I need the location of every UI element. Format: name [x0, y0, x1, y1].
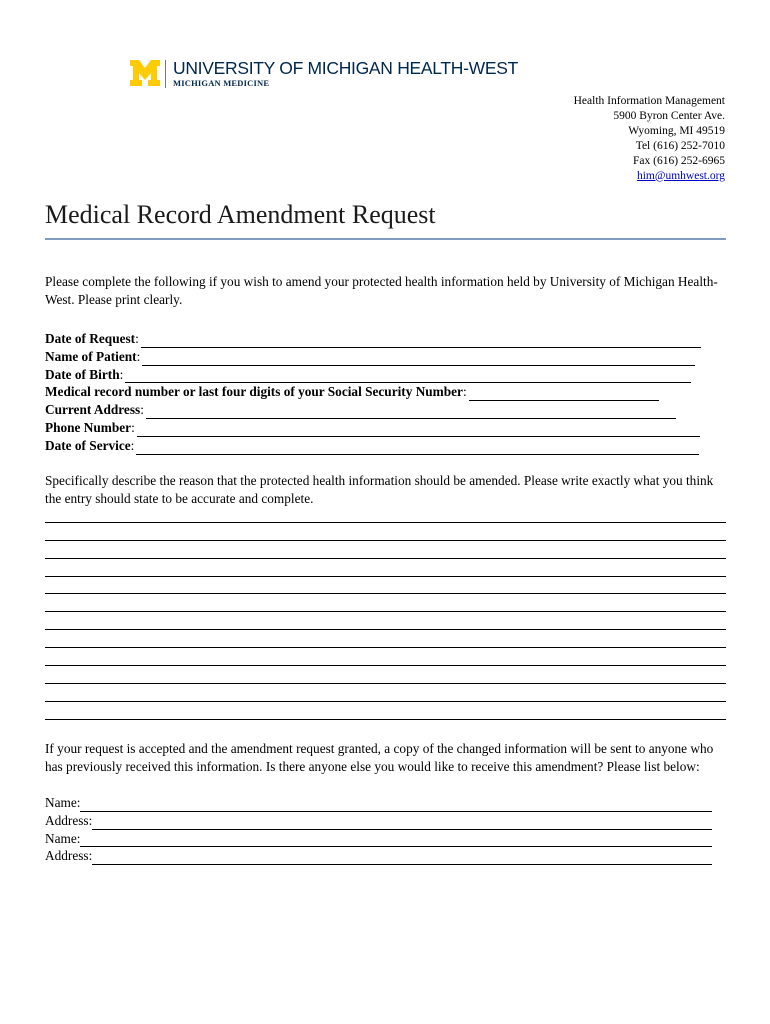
- form-field-row: [45, 348, 735, 366]
- field-colon: :: [119, 366, 124, 382]
- field-blank[interactable]: [469, 388, 659, 401]
- field-blank[interactable]: [146, 406, 676, 419]
- field-label: Date of Service: [45, 437, 131, 453]
- address-block: [574, 94, 725, 183]
- form-field-row: [45, 401, 735, 419]
- address-street: 5900 Byron Center Ave.: [613, 109, 725, 122]
- write-line[interactable]: [45, 541, 726, 559]
- write-line[interactable]: [45, 684, 726, 702]
- write-line[interactable]: [45, 666, 726, 684]
- intro-text: Please complete the following if you wish to amend your protected health information held by University of Michigan Health-West. Please print clearly.: [45, 274, 718, 307]
- field-label: Date of Request: [45, 331, 136, 346]
- recipients-fields: [45, 794, 735, 865]
- write-line[interactable]: [45, 577, 726, 595]
- field-label: Current Address: [45, 402, 141, 418]
- field-colon: :: [135, 331, 139, 346]
- write-line[interactable]: [45, 702, 726, 720]
- recipient-field-row: [45, 830, 735, 848]
- reason-prompt: Specifically describe the reason that the protected health information should be amended. Please write exactly what you think the entry should state to be accurate and complete.: [45, 473, 714, 506]
- recipient-label: Address:: [45, 848, 93, 864]
- field-blank[interactable]: [125, 370, 691, 383]
- field-blank[interactable]: [136, 442, 699, 455]
- write-line[interactable]: [45, 505, 726, 523]
- field-colon: :: [140, 402, 144, 418]
- recipient-label: Name:: [45, 795, 81, 810]
- field-blank[interactable]: [141, 335, 701, 348]
- field-colon: :: [136, 348, 141, 364]
- recipient-blank[interactable]: [92, 817, 712, 830]
- write-line[interactable]: [45, 523, 726, 541]
- address-dept: Health Information Management: [573, 95, 725, 107]
- field-colon: :: [131, 419, 135, 435]
- logo-divider: [165, 60, 166, 88]
- write-line[interactable]: [45, 630, 726, 648]
- recipient-blank[interactable]: [92, 852, 712, 865]
- patient-info-fields: [45, 330, 735, 455]
- address-email-link[interactable]: him@umhwest.org: [636, 169, 725, 182]
- form-field-row: [45, 383, 735, 401]
- form-field-row: [45, 366, 735, 384]
- address-fax: Fax (616) 252-6965: [633, 154, 725, 167]
- field-blank[interactable]: [137, 424, 700, 437]
- write-line[interactable]: [45, 612, 726, 630]
- org-subname: MICHIGAN MEDICINE: [173, 78, 270, 88]
- field-label: Name of Patient: [45, 348, 137, 364]
- field-colon: :: [130, 437, 135, 453]
- form-field-row: [45, 437, 735, 455]
- field-colon: :: [462, 384, 467, 400]
- reason-writing-area[interactable]: [45, 505, 726, 720]
- address-city: Wyoming, MI 49519: [628, 124, 725, 137]
- recipient-label: Name:: [45, 830, 81, 846]
- org-logo: [130, 58, 519, 92]
- form-field-row: [45, 419, 735, 437]
- recipient-field-row: [45, 794, 735, 812]
- address-tel: Tel (616) 252-7010: [635, 139, 725, 152]
- page-title: Medical Record Amendment Request: [45, 200, 436, 229]
- field-label: Medical record number or last four digits of your Social Security Number: [45, 384, 463, 400]
- block-m-logo-icon: [130, 60, 160, 86]
- recipient-blank[interactable]: [80, 799, 712, 812]
- recipient-blank[interactable]: [80, 834, 712, 847]
- recipients-prompt: If your request is accepted and the amendment request granted, a copy of the changed information will be sent to anyone who has previously received this information. Is there anyone else you would like to receive this amendment? Please list below:: [45, 741, 714, 774]
- org-name: UNIVERSITY OF MICHIGAN HEALTH-WEST: [173, 58, 519, 78]
- write-line[interactable]: [45, 594, 726, 612]
- field-label: Phone Number: [45, 419, 132, 435]
- write-line[interactable]: [45, 648, 726, 666]
- recipient-field-row: [45, 812, 735, 830]
- field-blank[interactable]: [142, 353, 695, 366]
- field-label: Date of Birth: [45, 366, 120, 382]
- write-line[interactable]: [45, 559, 726, 577]
- form-field-row: [45, 330, 735, 348]
- recipient-label: Address:: [45, 812, 93, 828]
- recipient-field-row: [45, 847, 735, 865]
- title-divider: [45, 238, 726, 240]
